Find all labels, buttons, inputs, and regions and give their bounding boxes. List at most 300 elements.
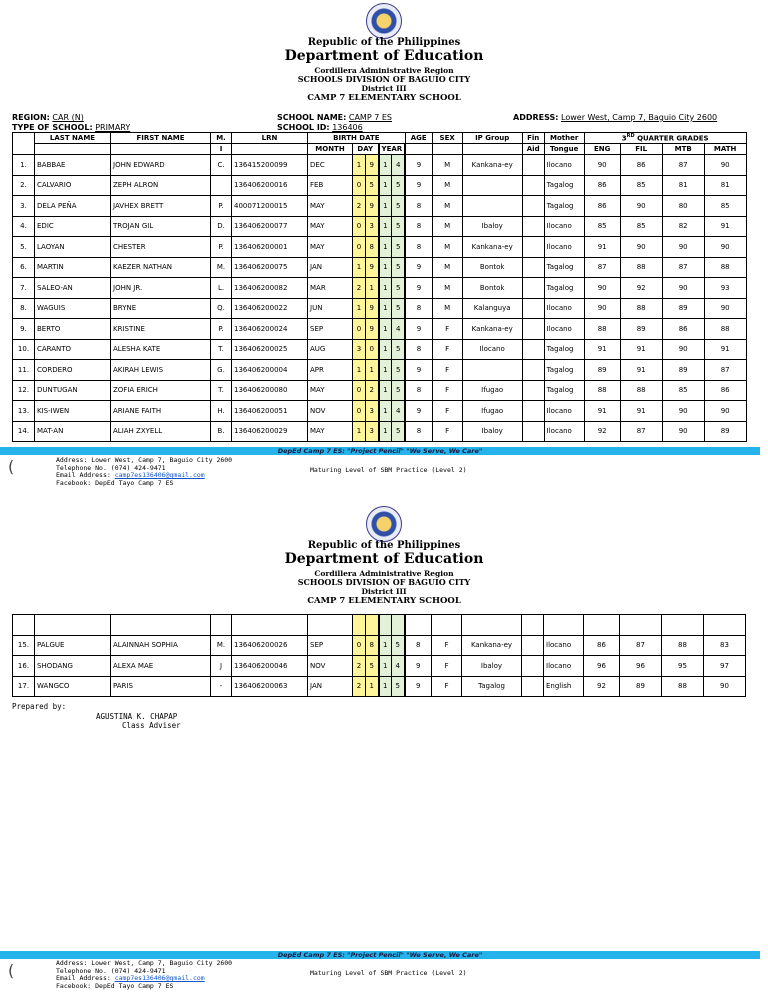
- cell-fil: 91: [620, 401, 662, 422]
- school-name-info: SCHOOL NAME: CAMP 7 ES: [277, 113, 392, 122]
- cell-month: MAY: [308, 216, 353, 237]
- cell-aid: [522, 360, 544, 381]
- cell-lrn: 136406200026: [232, 635, 308, 656]
- table-row: [13, 319, 747, 340]
- cell-fil: 96: [620, 656, 662, 677]
- footer-telephone: Telephone No. (074) 424-9471: [56, 966, 166, 975]
- cell-first: KAEZER NATHAN: [111, 257, 211, 278]
- cell-mi: G.: [211, 360, 232, 381]
- cell-d2: 1: [366, 278, 379, 299]
- cell-sex: M: [432, 155, 462, 176]
- cell-eng: 86: [584, 175, 620, 196]
- cell-d1: 3: [353, 339, 366, 360]
- cell-tongue: Ilocano: [544, 421, 584, 442]
- cell-y2: 4: [392, 319, 405, 340]
- cell-last: CORDERO: [35, 360, 111, 381]
- header-mtb: MTB: [662, 144, 704, 155]
- cell-fil: 86: [620, 155, 662, 176]
- cell-mtb: 80: [662, 196, 704, 217]
- cell-no: 8.: [13, 298, 35, 319]
- cell-eng: 86: [584, 635, 620, 656]
- cell-age: 9: [405, 656, 432, 677]
- cell-d1: 1: [353, 360, 366, 381]
- cell-d1: 0: [353, 175, 366, 196]
- cell-last: CALVARIO: [35, 175, 111, 196]
- cell-mtb: 87: [662, 257, 704, 278]
- cell-d2: 8: [366, 635, 379, 656]
- cell-mtb: 90: [662, 401, 704, 422]
- republic-line: Republic of the Philippines: [307, 540, 461, 551]
- table-row: [13, 360, 747, 381]
- cell-math: 85: [704, 196, 746, 217]
- cell-fil: 90: [620, 196, 662, 217]
- table-row: [13, 339, 747, 360]
- cell-lrn: 136406200080: [232, 380, 308, 401]
- cell-d1: 2: [353, 656, 366, 677]
- header-mi: M.: [211, 133, 232, 144]
- cell-d2: 9: [366, 319, 379, 340]
- cell-aid: [522, 298, 544, 319]
- cell-last: MARTIN: [35, 257, 111, 278]
- header-birth-date: BIRTH DATE: [308, 133, 406, 144]
- cell-month: APR: [308, 360, 353, 381]
- header-quarter-grades: 3RD QUARTER GRADES: [584, 133, 746, 144]
- region-info: REGION: CAR (N): [12, 113, 84, 122]
- cell-aid: [522, 237, 544, 258]
- cell-mtb: 90: [662, 339, 704, 360]
- cell-no: 4.: [13, 216, 35, 237]
- cell-last: SHODANG: [35, 656, 111, 677]
- cell-d2: 3: [366, 216, 379, 237]
- table-row: [13, 656, 746, 677]
- cell-aid: [522, 196, 544, 217]
- cell-month: DEC: [308, 155, 353, 176]
- cell-math: 83: [704, 635, 746, 656]
- cell-sex: M: [432, 216, 462, 237]
- cell-tongue: Ilocano: [544, 237, 584, 258]
- cell-mi: M.: [211, 257, 232, 278]
- cell-tongue: Tagalog: [544, 360, 584, 381]
- footer-email-link[interactable]: camp7es136406@gmail.com: [114, 974, 205, 982]
- cell-tongue: Ilocano: [544, 635, 584, 656]
- cell-mi: B.: [211, 421, 232, 442]
- header-day: DAY: [353, 144, 379, 155]
- header-math: MATH: [704, 144, 746, 155]
- cell-sex: F: [432, 656, 462, 677]
- cell-fil: 91: [620, 339, 662, 360]
- cell-tongue: Tagalog: [544, 257, 584, 278]
- cell-first: ZEPH ALRON: [111, 175, 211, 196]
- cell-age: 8: [405, 635, 432, 656]
- cell-mtb: 95: [662, 656, 704, 677]
- cell-last: BABBAE: [35, 155, 111, 176]
- cell-month: NOV: [308, 656, 353, 677]
- cell-sex: M: [432, 175, 462, 196]
- cell-math: 90: [704, 155, 746, 176]
- cell-mi: M.: [211, 635, 232, 656]
- footer-banner: DepEd Camp 7 ES: "Project Pencil" "We Serve, We Care": [0, 447, 760, 455]
- cell-age: 8: [405, 380, 432, 401]
- cell-y2: 5: [392, 278, 405, 299]
- header-ip-group: IP Group: [462, 133, 522, 144]
- cell-ip: Kankana-ey: [462, 635, 522, 656]
- cell-first: JAVHEX BRETT: [111, 196, 211, 217]
- cell-mi: T.: [211, 380, 232, 401]
- header-first-name-sub: [111, 144, 211, 155]
- cell-d2: 9: [366, 155, 379, 176]
- cell-y2: 4: [392, 656, 405, 677]
- cell-d1: 1: [353, 257, 366, 278]
- cell-ip: [462, 196, 522, 217]
- footer-email-link[interactable]: camp7es136406@gmail.com: [114, 471, 205, 479]
- cell-tongue: English: [544, 676, 584, 697]
- cell-lrn: 136406200063: [232, 676, 308, 697]
- cell-ip: Ilocano: [462, 339, 522, 360]
- deped-seal-icon: [366, 3, 402, 39]
- cell-age: 8: [405, 237, 432, 258]
- cell-math: 86: [704, 380, 746, 401]
- cell-last: EDIC: [35, 216, 111, 237]
- cell-no: 16.: [13, 656, 35, 677]
- cell-mtb: 89: [662, 360, 704, 381]
- table-row: [13, 216, 747, 237]
- cell-eng: 88: [584, 319, 620, 340]
- cell-tongue: Ilocano: [544, 656, 584, 677]
- cell-last: DUNTUGAN: [35, 380, 111, 401]
- cell-math: 90: [704, 676, 746, 697]
- cell-lrn: 136406200001: [232, 237, 308, 258]
- cell-first: ALAINNAH SOPHIA: [111, 635, 211, 656]
- cell-y1: 1: [379, 278, 392, 299]
- cell-first: CHESTER: [111, 237, 211, 258]
- cell-sex: F: [432, 319, 462, 340]
- cell-sex: F: [432, 401, 462, 422]
- cell-no: 3.: [13, 196, 35, 217]
- footer-facebook: Facebook: DepEd Tayo Camp 7 ES: [56, 981, 174, 990]
- cell-last: SALEO-AN: [35, 278, 111, 299]
- cell-first: AKIRAH LEWIS: [111, 360, 211, 381]
- cell-age: 8: [405, 298, 432, 319]
- cell-mtb: 87: [662, 155, 704, 176]
- cell-math: 87: [704, 360, 746, 381]
- cell-lrn: 136406200029: [232, 421, 308, 442]
- cell-y1: 1: [379, 380, 392, 401]
- cell-ip: Bontok: [462, 278, 522, 299]
- cell-tongue: Ilocano: [544, 216, 584, 237]
- cell-y2: 5: [392, 421, 405, 442]
- cell-y2: 4: [392, 401, 405, 422]
- cell-ip: [462, 175, 522, 196]
- cell-no: 11.: [13, 360, 35, 381]
- cell-d1: 0: [353, 635, 366, 656]
- cell-ip: Ibaloy: [462, 656, 522, 677]
- cell-fil: 88: [620, 298, 662, 319]
- cell-math: 91: [704, 339, 746, 360]
- cell-lrn: 136406200082: [232, 278, 308, 299]
- cell-mi: P.: [211, 319, 232, 340]
- cell-tongue: Tagalog: [544, 278, 584, 299]
- cell-eng: 92: [584, 421, 620, 442]
- cell-first: JOHN JR.: [111, 278, 211, 299]
- header-mother-tongue-sub: Tongue: [544, 144, 584, 155]
- cell-y1: 1: [379, 401, 392, 422]
- footer-maturing-level: Maturing Level of SBM Practice (Level 2): [310, 969, 467, 977]
- cell-aid: [522, 635, 544, 656]
- cell-aid: [522, 421, 544, 442]
- district-name: District III: [361, 84, 407, 93]
- cell-fil: 89: [620, 319, 662, 340]
- cell-eng: 92: [584, 676, 620, 697]
- school-type-info: TYPE OF SCHOOL: PRIMARY: [12, 123, 131, 132]
- cell-age: 9: [405, 155, 432, 176]
- cell-y1: 1: [379, 155, 392, 176]
- cell-d2: 8: [366, 237, 379, 258]
- cell-fil: 87: [620, 635, 662, 656]
- cell-sex: F: [432, 360, 462, 381]
- header-age: AGE: [405, 133, 432, 144]
- cell-d1: 0: [353, 216, 366, 237]
- cell-aid: [522, 155, 544, 176]
- cell-eng: 91: [584, 339, 620, 360]
- cell-d1: 0: [353, 319, 366, 340]
- prepared-by-label: Prepared by:: [12, 702, 67, 711]
- cell-mtb: 88: [662, 676, 704, 697]
- cell-first: ARIANE FAITH: [111, 401, 211, 422]
- department-title: Department of Education: [284, 551, 484, 567]
- cell-aid: [522, 319, 544, 340]
- cell-y1: 1: [379, 676, 392, 697]
- cell-fil: 85: [620, 216, 662, 237]
- cell-first: ALEXA MAE: [111, 656, 211, 677]
- cell-d1: 2: [353, 196, 366, 217]
- adviser-name: AGUSTINA K. CHAPAP: [96, 712, 178, 721]
- cell-no: 13.: [13, 401, 35, 422]
- cell-fil: 91: [620, 360, 662, 381]
- cell-math: 93: [704, 278, 746, 299]
- cell-fil: 88: [620, 380, 662, 401]
- cell-month: AUG: [308, 339, 353, 360]
- cell-ip: Kalanguya: [462, 298, 522, 319]
- cell-aid: [522, 257, 544, 278]
- cell-tongue: Ilocano: [544, 155, 584, 176]
- cell-d2: 0: [366, 339, 379, 360]
- cell-fil: 90: [620, 237, 662, 258]
- address-info: ADDRESS: Lower West, Camp 7, Baguio City 2600: [513, 113, 718, 122]
- cell-eng: 88: [584, 380, 620, 401]
- cell-last: WANGCO: [35, 676, 111, 697]
- cell-last: PALGUE: [35, 635, 111, 656]
- cell-first: JOHN EDWARD: [111, 155, 211, 176]
- cell-ip: Tagalog: [462, 676, 522, 697]
- division-name: SCHOOLS DIVISION OF BAGUIO CITY: [297, 577, 471, 587]
- cell-math: 88: [704, 319, 746, 340]
- cell-month: MAY: [308, 196, 353, 217]
- cell-age: 8: [405, 216, 432, 237]
- cell-mtb: 89: [662, 298, 704, 319]
- district-name: District III: [361, 587, 407, 596]
- cell-lrn: 136406200004: [232, 360, 308, 381]
- footer-facebook: Facebook: DepEd Tayo Camp 7 ES: [56, 478, 174, 487]
- school-title: CAMP 7 ELEMENTARY SCHOOL: [307, 93, 461, 103]
- cell-fil: 88: [620, 257, 662, 278]
- cell-eng: 90: [584, 298, 620, 319]
- cell-sex: M: [432, 257, 462, 278]
- cell-mtb: 82: [662, 216, 704, 237]
- footer-telephone: Telephone No. (074) 424-9471: [56, 463, 166, 472]
- header-sex-sub: [432, 144, 462, 155]
- cell-ip: Kankana-ey: [462, 155, 522, 176]
- cell-lrn: 136406200075: [232, 257, 308, 278]
- cell-d1: 2: [353, 278, 366, 299]
- cell-age: 9: [405, 175, 432, 196]
- cell-first: PARIS: [111, 676, 211, 697]
- header-sex: SEX: [432, 133, 462, 144]
- cell-age: 8: [405, 339, 432, 360]
- cell-eng: 87: [584, 257, 620, 278]
- republic-line: Republic of the Philippines: [307, 37, 461, 48]
- cell-lrn: 136406200025: [232, 339, 308, 360]
- cell-eng: 85: [584, 216, 620, 237]
- cell-ip: Bontok: [462, 257, 522, 278]
- cell-mi: [211, 175, 232, 196]
- cell-no: 15.: [13, 635, 35, 656]
- cell-d2: 5: [366, 656, 379, 677]
- cell-d1: 1: [353, 155, 366, 176]
- cell-first: KRISTINE: [111, 319, 211, 340]
- header-first-name: FIRST NAME: [111, 133, 211, 144]
- cell-tongue: Ilocano: [544, 319, 584, 340]
- cell-first: BRYNE: [111, 298, 211, 319]
- cell-y1: 1: [379, 339, 392, 360]
- cell-lrn: 136406200051: [232, 401, 308, 422]
- cell-d2: 5: [366, 175, 379, 196]
- table-row: [13, 421, 747, 442]
- cell-mi: -: [211, 676, 232, 697]
- cell-d1: 1: [353, 421, 366, 442]
- cell-age: 9: [405, 360, 432, 381]
- cell-d1: 0: [353, 237, 366, 258]
- cell-fil: 89: [620, 676, 662, 697]
- cell-lrn: 136415200099: [232, 155, 308, 176]
- footer-address: Address: Lower West, Camp 7, Baguio City 2600: [56, 959, 233, 967]
- cell-d2: 1: [366, 360, 379, 381]
- cell-no: 14.: [13, 421, 35, 442]
- footer-email-line: Email Address: camp7es136406@gmail.com: [56, 974, 205, 982]
- school-id-info: SCHOOL ID: 136406: [277, 123, 363, 132]
- cell-last: DELA PEÑA: [35, 196, 111, 217]
- cell-tongue: Ilocano: [544, 401, 584, 422]
- footer-maturing-level: Maturing Level of SBM Practice (Level 2): [310, 466, 467, 474]
- cell-y1: 1: [379, 237, 392, 258]
- cell-y1: 1: [379, 298, 392, 319]
- cell-math: 88: [704, 257, 746, 278]
- cell-eng: 89: [584, 360, 620, 381]
- cell-y1: 1: [379, 360, 392, 381]
- cell-y2: 5: [392, 257, 405, 278]
- table-row: [13, 676, 746, 697]
- cell-mtb: 90: [662, 278, 704, 299]
- cell-mi: L.: [211, 278, 232, 299]
- cell-y2: 5: [392, 339, 405, 360]
- cell-y2: 5: [392, 635, 405, 656]
- cell-fil: 92: [620, 278, 662, 299]
- cell-mi: H.: [211, 401, 232, 422]
- cell-month: SEP: [308, 635, 353, 656]
- cell-math: 90: [704, 298, 746, 319]
- header-age-sub: [405, 144, 432, 155]
- cell-y1: 1: [379, 216, 392, 237]
- cell-y2: 4: [392, 155, 405, 176]
- cell-month: MAR: [308, 278, 353, 299]
- cell-tongue: Ilocano: [544, 298, 584, 319]
- cell-sex: F: [432, 339, 462, 360]
- cell-y2: 5: [392, 216, 405, 237]
- cell-math: 89: [704, 421, 746, 442]
- cell-sex: F: [432, 380, 462, 401]
- cell-y1: 1: [379, 421, 392, 442]
- cell-y1: 1: [379, 175, 392, 196]
- cell-y1: 1: [379, 319, 392, 340]
- cell-y1: 1: [379, 635, 392, 656]
- cell-ip: Ifugao: [462, 401, 522, 422]
- cell-age: 9: [405, 401, 432, 422]
- cell-no: 10.: [13, 339, 35, 360]
- cell-d2: 9: [366, 196, 379, 217]
- cell-y2: 5: [392, 380, 405, 401]
- footer-email-line: Email Address: camp7es136406@gmail.com: [56, 471, 205, 479]
- cell-sex: F: [432, 676, 462, 697]
- cell-y2: 5: [392, 196, 405, 217]
- cell-last: LAOYAN: [35, 237, 111, 258]
- cell-aid: [522, 339, 544, 360]
- cell-age: 9: [405, 257, 432, 278]
- cell-last: CARANTO: [35, 339, 111, 360]
- header-eng: ENG: [584, 144, 620, 155]
- region-name: Cordillera Administrative Region: [314, 569, 454, 578]
- footer-brace: (: [8, 961, 15, 980]
- cell-d2: 9: [366, 257, 379, 278]
- table-row: [13, 155, 747, 176]
- cell-sex: M: [432, 237, 462, 258]
- cell-age: 9: [405, 278, 432, 299]
- cell-ip: Ibaloy: [462, 421, 522, 442]
- department-title: Department of Education: [284, 48, 484, 64]
- cell-month: MAY: [308, 237, 353, 258]
- cell-mi: Q.: [211, 298, 232, 319]
- cell-d1: 1: [353, 298, 366, 319]
- cell-mi: P.: [211, 196, 232, 217]
- table-row: [13, 635, 746, 656]
- cell-math: 90: [704, 401, 746, 422]
- footer-contacts: [56, 960, 232, 990]
- cell-mi: D.: [211, 216, 232, 237]
- cell-mi: J: [211, 656, 232, 677]
- table-row: [13, 175, 747, 196]
- deped-seal-icon: [366, 506, 402, 542]
- cell-tongue: Tagalog: [544, 196, 584, 217]
- region-name: Cordillera Administrative Region: [314, 66, 454, 75]
- cell-y2: 5: [392, 175, 405, 196]
- cell-last: WAGUIS: [35, 298, 111, 319]
- footer-banner: DepEd Camp 7 ES: "Project Pencil" "We Serve, We Care": [0, 951, 760, 959]
- cell-y2: 5: [392, 676, 405, 697]
- cell-lrn: 136406200022: [232, 298, 308, 319]
- adviser-title: Class Adviser: [122, 721, 181, 730]
- cell-age: 9: [405, 319, 432, 340]
- cell-sex: M: [432, 298, 462, 319]
- cell-math: 91: [704, 216, 746, 237]
- cell-math: 97: [704, 656, 746, 677]
